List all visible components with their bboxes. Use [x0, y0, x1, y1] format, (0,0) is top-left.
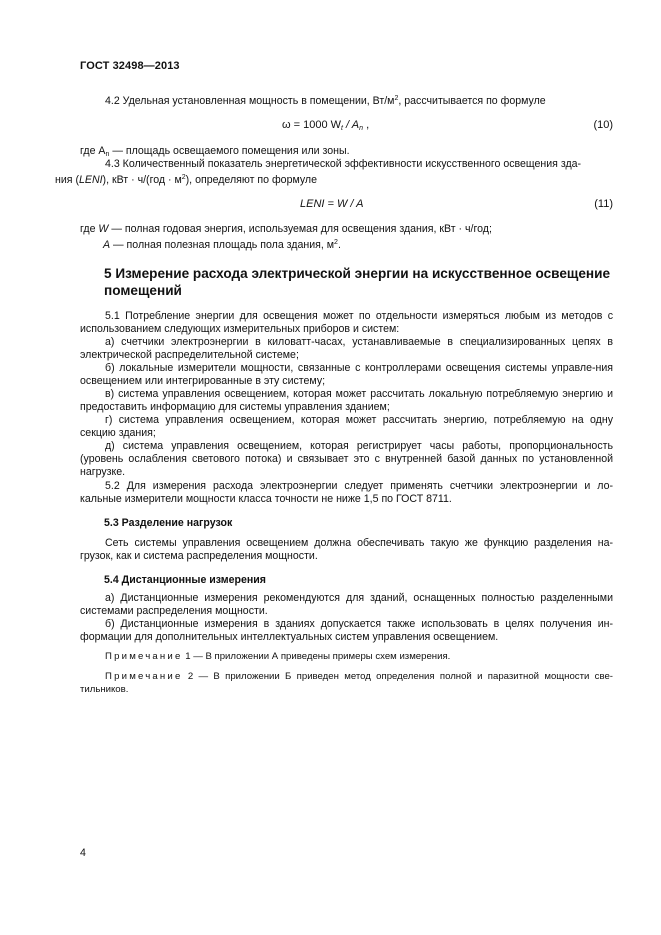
- equation-number-10: (10): [593, 119, 613, 131]
- paragraph-5-1: 5.1 Потребление энергии для освещения может по отдельности измеряться любым из методов с использованием следующих измерительных приборов и систем:: [80, 310, 613, 336]
- paragraph-5-4-a: а) Дистанционные измерения рекомендуются для зданий, оснащенных полностью разделенными системами распределения мощности.: [80, 592, 613, 618]
- where-4-3-a: A — полная полезная площадь пола здания, $м^2$.: [103, 239, 341, 251]
- page-number: 4: [80, 847, 86, 859]
- section-5-heading: 5 Измерение расхода электрической энергии на искусственное освещение помещений: [104, 266, 611, 298]
- formula-10: ω = 1000 $W_t / A_n$ ,: [282, 119, 370, 132]
- paragraph-4-2: 4.2 Удельная установленная мощность в помещении, $Вт/м^2$, рассчитывается по формуле: [105, 95, 546, 107]
- paragraph-5-3: Сеть системы управления освещением должна обеспечивать такую же функцию разделения на-грузок, как и система распределения мощности.: [80, 537, 613, 563]
- list-item-b: б) локальные измерители мощности, связанные с контроллерами освещения системы управле-ния освещением или интегрированные в эту систему;: [80, 362, 613, 388]
- equation-number-11: (11): [594, 198, 613, 210]
- paragraph-5-2: 5.2 Для измерения расхода электроэнергии следует применять счетчики электроэнергии и ло-кальные измерители мощности класса точности не ниже 1,5 по ГОСТ 8711.: [80, 480, 613, 506]
- where-4-3-w: где W — полная годовая энергия, используемая для освещения здания, кВт · ч/год;: [80, 223, 492, 235]
- list-item-a: а) счетчики электроэнергии в киловатт-часах, устанавливаемые в специализированных цепях в электрической распределительной системе;: [80, 336, 613, 362]
- list-item-v: в) система управления освещением, которая может рассчитать локальную потребляемую энергию и предоставить информацию для системы управления зданием;: [80, 388, 613, 414]
- document-header: ГОСТ 32498—2013: [80, 60, 180, 72]
- list-item-d: д) система управления освещением, которая регистрирует часы работы, пропорциональность (уровень ослабления светового потока) и связывает это с внутренней базой данных по установленной нагрузке.: [80, 440, 613, 479]
- where-4-2: где $A_n$ — площадь освещаемого помещения или зоны.: [80, 145, 350, 158]
- section-5-3-heading: 5.3 Разделение нагрузок: [104, 517, 233, 529]
- list-item-g: г) система управления освещением, которая может рассчитать энергию, потребляемую на одну секцию здания;: [80, 414, 613, 440]
- note-1: Примечание 1 — В приложении А приведены примеры схем измерения.: [105, 651, 451, 662]
- section-5-4-heading: 5.4 Дистанционные измерения: [104, 574, 266, 586]
- paragraph-5-4-b: б) Дистанционные измерения в зданиях допускается также использовать в целях получения ин-формации для дополнительных интеллектуальных систем управления освещением.: [80, 618, 613, 644]
- paragraph-4-3: 4.3 Количественный показатель энергетической эффективности искусственного освещения зда- ния (LENI), кВт · $ч/(год \cdot м^2)$, определяют по формуле: [55, 158, 582, 187]
- formula-11: LENI = W / A: [300, 198, 364, 210]
- note-2: Примечание 2 — В приложении Б приведен метод определения полной и паразитной мощности све-тильников.: [80, 671, 613, 695]
